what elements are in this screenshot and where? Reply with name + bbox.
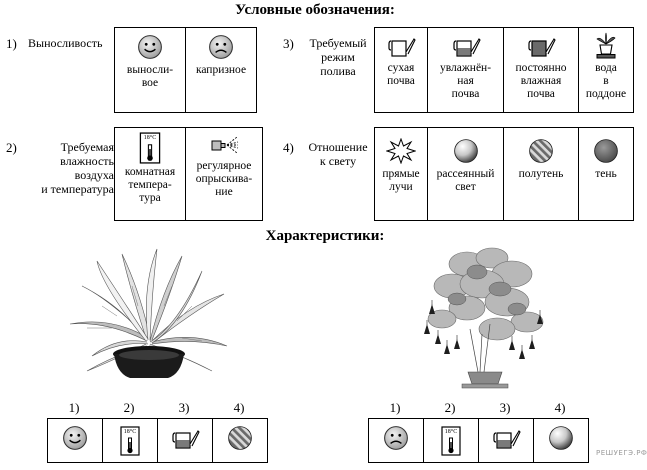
plant-2-answers <box>368 418 589 463</box>
group-1-label: Выносливость <box>28 36 103 50</box>
legend-cell-tray-water <box>579 28 634 113</box>
legend-caption: капризное <box>195 64 247 76</box>
legend-caption: постоянно влажная почва <box>515 62 567 100</box>
group-3-label: Требуемый режим полива <box>309 36 367 78</box>
characteristics-title: Характеристики: <box>265 228 385 244</box>
thermometer-label: 18°C <box>444 428 458 435</box>
legend-caption: вода в поддоне <box>585 62 627 100</box>
legend-caption: сухая почва <box>387 62 415 87</box>
fuchsia-plant <box>412 244 552 392</box>
group-3-table <box>374 27 634 113</box>
answer-label: 1) <box>389 400 401 415</box>
sun-burst-icon <box>386 138 416 164</box>
answer-label: 2) <box>123 400 135 415</box>
sphere-striped-icon <box>528 138 554 164</box>
plant-1-answers <box>47 418 268 463</box>
answer-label: 3) <box>499 400 511 415</box>
legend-cell-moist-soil <box>428 28 504 113</box>
tradescantia-plant <box>62 246 232 384</box>
sphere-dark-icon <box>593 138 619 164</box>
legend-caption: комнатная темпера- тура <box>124 166 176 204</box>
thermometer-icon <box>441 426 461 456</box>
legend-caption: тень <box>595 168 617 180</box>
answer-cell <box>103 419 158 463</box>
answer-label: 1) <box>68 400 80 415</box>
group-1-table <box>114 27 257 113</box>
group-1-number: 1) <box>6 36 17 51</box>
sphere-diffuse-icon <box>548 425 574 451</box>
sphere-striped-icon <box>227 425 253 451</box>
legend-cell-room-temperature <box>115 128 186 221</box>
group-2-number: 2) <box>6 140 17 155</box>
smile-face-icon <box>62 425 88 451</box>
legend-caption: регулярное опрыскива- ние <box>195 160 253 198</box>
answer-label: 4) <box>554 400 566 415</box>
watering-can-half-icon <box>491 426 521 450</box>
answer-cell <box>424 419 479 463</box>
legend-cell-half-shade <box>504 128 579 221</box>
legend-cell-spraying <box>186 128 263 221</box>
thermometer-label: 18°C <box>143 135 157 141</box>
answer-cell <box>369 419 424 463</box>
spray-icon <box>209 134 239 156</box>
answer-cell <box>479 419 534 463</box>
legend-cell-hardy <box>115 28 186 113</box>
group-2-table <box>114 127 263 221</box>
sphere-diffuse-icon <box>453 138 479 164</box>
legend-caption: выносли- вое <box>126 64 174 89</box>
answer-cell <box>48 419 103 463</box>
legend-cell-shade <box>579 128 634 221</box>
group-3-number: 3) <box>283 36 294 51</box>
watering-can-empty-icon <box>386 34 416 58</box>
legend-caption: прямые лучи <box>382 168 420 193</box>
sad-face-icon <box>208 34 234 60</box>
group-4-number: 4) <box>283 140 294 155</box>
legend-caption: увлажнён- ная почва <box>439 62 492 100</box>
group-4-table <box>374 127 634 221</box>
legend-cell-diffuse-light <box>428 128 504 221</box>
smile-face-icon <box>137 34 163 60</box>
legend-caption: рассеянный свет <box>436 168 495 193</box>
watering-can-half-icon <box>170 426 200 450</box>
answer-cell <box>534 419 589 463</box>
thermometer-icon <box>120 426 140 456</box>
watering-can-half-icon <box>451 34 481 58</box>
watermark: РЕШУЕГЭ.РФ <box>596 449 647 457</box>
legend-cell-direct-sun <box>375 128 428 221</box>
pot-tray-icon <box>594 32 618 60</box>
answer-label: 2) <box>444 400 456 415</box>
sad-face-icon <box>383 425 409 451</box>
answer-label: 4) <box>233 400 245 415</box>
answer-cell <box>213 419 268 463</box>
thermometer-label: 18°C <box>123 428 137 435</box>
answer-label: 3) <box>178 400 190 415</box>
answer-cell <box>158 419 213 463</box>
legend-cell-dry-soil <box>375 28 428 113</box>
legend-title: Условные обозначения: <box>235 2 395 18</box>
legend-caption: полутень <box>518 168 564 180</box>
group-4-label: Отношение к свету <box>308 140 368 168</box>
watering-can-full-icon <box>526 34 556 58</box>
legend-cell-always-wet <box>504 28 579 113</box>
thermometer-icon <box>139 132 161 164</box>
group-2-label: Требуемая влажность воздуха и температура <box>41 140 114 196</box>
legend-cell-capricious <box>186 28 257 113</box>
